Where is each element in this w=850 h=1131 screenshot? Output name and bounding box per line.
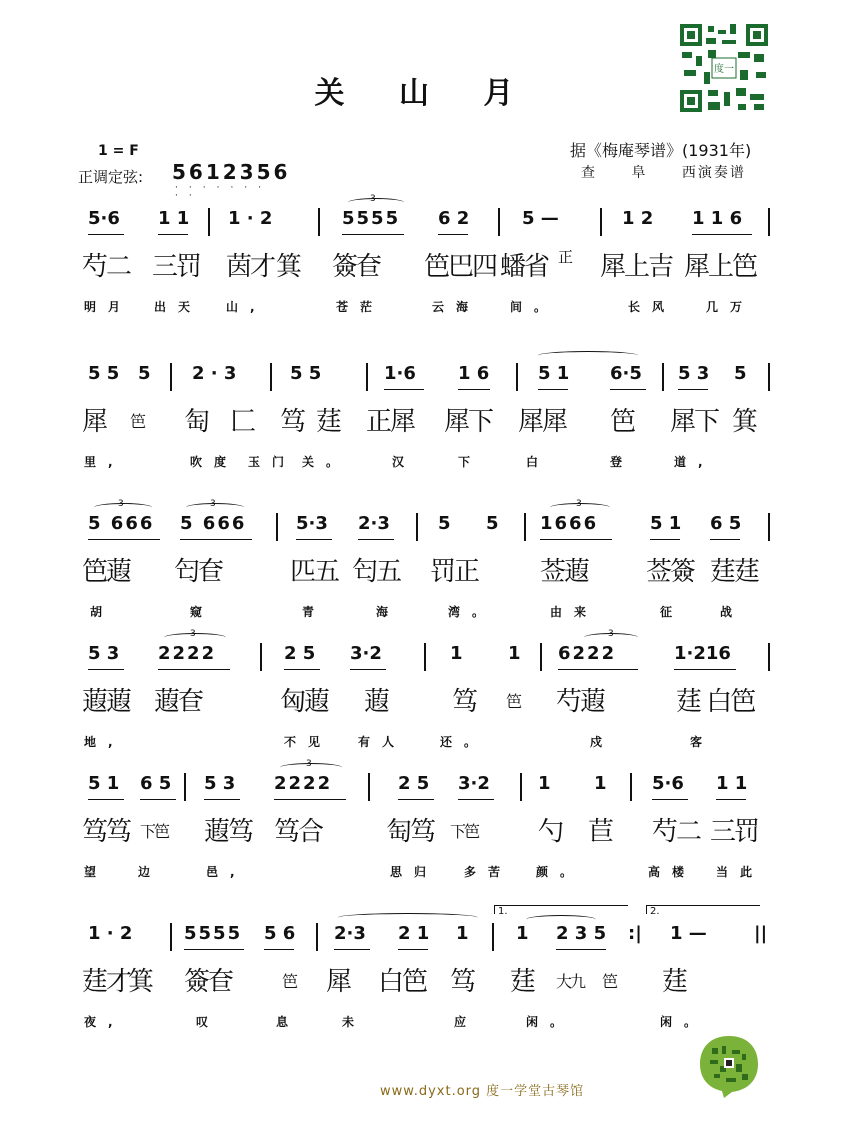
- note-group: 5: [438, 513, 451, 534]
- tab-char: 蟠省: [500, 252, 549, 282]
- lyric: 山,: [226, 300, 267, 314]
- note-group: 2222: [158, 643, 217, 664]
- tab-char: 笆: [610, 407, 635, 437]
- note-group: 3·2: [458, 773, 490, 794]
- beam: [88, 799, 124, 800]
- jianpu-row: [80, 499, 770, 545]
- tab-char: 茵才: [226, 252, 275, 282]
- beam: [540, 539, 612, 540]
- note-group: 2·3: [358, 513, 390, 534]
- note-group: 1·6: [384, 363, 416, 384]
- tab-char: 箕: [732, 407, 757, 437]
- lyric: 吹度: [190, 455, 239, 469]
- beam: [264, 949, 294, 950]
- tab-char: 莶蕸: [540, 557, 589, 587]
- lyric: 胡: [90, 605, 115, 619]
- note-group: 5 5: [88, 363, 120, 384]
- tab-char: 笃合: [274, 817, 323, 847]
- beam: [88, 234, 124, 235]
- tab-char: 笆巴四: [424, 252, 497, 282]
- jianpu-row: [80, 194, 770, 240]
- lyric: 海: [376, 605, 401, 619]
- barline: [768, 513, 770, 541]
- barline: [492, 923, 494, 951]
- tab-char: 正犀: [366, 407, 415, 437]
- beam: [538, 389, 568, 390]
- jianzipu-row: [80, 246, 770, 286]
- lyrics-row: [80, 453, 770, 473]
- tab-char: 下笆: [450, 822, 479, 841]
- beam: [398, 949, 428, 950]
- beam: [184, 949, 244, 950]
- note-group: 2 3 5: [556, 923, 607, 944]
- lyrics-row: [80, 863, 770, 883]
- note-group: 5 6: [264, 923, 296, 944]
- jianzipu-row: [80, 681, 770, 721]
- tab-char: 莶簽: [646, 557, 695, 587]
- beam: [678, 389, 708, 390]
- tab-char: 莛莛: [710, 557, 759, 587]
- note-group: 5 3: [678, 363, 710, 384]
- lyric: 望: [84, 865, 109, 879]
- lyric: 颜。: [536, 865, 585, 879]
- jianzipu-row: [80, 401, 770, 441]
- note-group: 3·2: [350, 643, 382, 664]
- tab-char: 勺: [538, 817, 563, 847]
- tuning-notes: 5612356: [172, 160, 291, 184]
- lyric: 邑,: [206, 865, 247, 879]
- note-group: 5 —: [522, 208, 559, 229]
- slur: [538, 351, 638, 360]
- beam: [650, 539, 680, 540]
- lyrics-row: [80, 298, 770, 318]
- barline: [662, 363, 664, 391]
- note-group: 1 · 2: [228, 208, 273, 229]
- lyric: 当此: [716, 865, 765, 879]
- lyrics-row: [80, 1013, 770, 1033]
- tab-char: 簽奆: [332, 252, 381, 282]
- lyric: 还。: [440, 735, 489, 749]
- jianzipu-row: [80, 811, 770, 851]
- beam: [140, 799, 176, 800]
- jianpu-row: [80, 363, 770, 395]
- tab-char: 笃: [280, 407, 305, 437]
- lyric: 间。: [510, 300, 559, 314]
- tab-char: 蕸: [364, 687, 389, 717]
- note-group: 1 2: [622, 208, 654, 229]
- page-title: 关 山 月: [314, 76, 536, 111]
- note-group: ||: [754, 923, 768, 944]
- lyric: 青: [302, 605, 327, 619]
- barline: [170, 923, 172, 951]
- beam: [716, 799, 746, 800]
- note-group: 2 · 3: [192, 363, 237, 384]
- note-group: 1: [456, 923, 469, 944]
- lyric: 明月: [84, 300, 133, 314]
- lyric: 汉: [392, 455, 417, 469]
- note-group: 5: [138, 363, 151, 384]
- tab-char: 三罚: [152, 252, 201, 282]
- barline: [524, 513, 526, 541]
- triplet-mark: 3: [370, 194, 376, 204]
- lyric: 玉门: [248, 455, 297, 469]
- beam: [438, 234, 468, 235]
- barline: [540, 643, 542, 671]
- beam: [710, 539, 740, 540]
- footer-website: www.dyxt.org 度一学堂古琴馆: [380, 1084, 585, 1099]
- key-signature: 1 = F: [98, 143, 139, 159]
- lyric: 出天: [154, 300, 203, 314]
- note-group: 6222: [558, 643, 617, 664]
- lyric: 息: [276, 1015, 301, 1029]
- score-system-6: [80, 905, 780, 1060]
- tab-char: 匈蕸: [280, 687, 329, 717]
- lyric: 苍茫: [336, 300, 385, 314]
- note-group: 2 5: [398, 773, 430, 794]
- lyric: 登: [610, 455, 635, 469]
- barline: [170, 363, 172, 391]
- note-group: 1 1: [158, 208, 190, 229]
- lyrics-row: [80, 733, 770, 753]
- lyric: 地,: [84, 735, 125, 749]
- beam: [284, 669, 320, 670]
- beam: [458, 389, 490, 390]
- tab-char: 犀上吉: [600, 252, 673, 282]
- note-group: 1 6: [458, 363, 490, 384]
- triplet-mark: 3: [576, 499, 582, 509]
- beam: [158, 234, 188, 235]
- tab-char: 莛: [510, 967, 535, 997]
- lyric: 夜,: [84, 1015, 125, 1029]
- lyric: 几万: [706, 300, 755, 314]
- slur: [348, 198, 404, 207]
- beam: [692, 234, 752, 235]
- tab-char: 苣: [588, 817, 613, 847]
- tab-char: 箕: [128, 967, 153, 997]
- lyric: 窥: [190, 605, 215, 619]
- barline: [416, 513, 418, 541]
- jianpu-row: [80, 923, 770, 955]
- triplet-mark: 3: [210, 499, 216, 509]
- tab-char: 蕸笃: [204, 817, 253, 847]
- lyric: 征: [660, 605, 685, 619]
- barline: [768, 643, 770, 671]
- barline: [424, 643, 426, 671]
- lyric: 有人: [358, 735, 407, 749]
- tab-char: 匄奆: [174, 557, 223, 587]
- beam: [88, 539, 160, 540]
- lyrics-row: [80, 603, 770, 623]
- lyric: 由来: [550, 605, 599, 619]
- barline: [600, 208, 602, 236]
- score-system-5: [80, 755, 780, 910]
- beam: [458, 799, 494, 800]
- beam: [384, 389, 424, 390]
- note-group: 5 1: [538, 363, 570, 384]
- beam: [652, 799, 688, 800]
- lyric: 高楼: [648, 865, 697, 879]
- barline: [630, 773, 632, 801]
- beam: [358, 539, 394, 540]
- tab-char: 下笆: [140, 822, 169, 841]
- tab-char: 笆: [282, 972, 297, 991]
- note-group: 2 5: [284, 643, 316, 664]
- note-group: 1: [516, 923, 529, 944]
- tab-char: 罚正: [430, 557, 479, 587]
- note-group: 1: [450, 643, 463, 664]
- lyric: 白: [526, 455, 551, 469]
- tab-char: 三罚: [710, 817, 759, 847]
- lyric: 叹: [196, 1015, 221, 1029]
- barline: [768, 363, 770, 391]
- tab-char: 犀下: [670, 407, 719, 437]
- note-group: 2222: [274, 773, 333, 794]
- note-group: 5 1: [650, 513, 682, 534]
- qr-code-bottom-icon: [698, 1034, 760, 1100]
- note-group: 5 666: [180, 513, 247, 534]
- tab-char: 匹五: [290, 557, 339, 587]
- svg-text:度一: 度一: [714, 64, 734, 75]
- beam: [88, 669, 124, 670]
- tab-char: 匚: [230, 407, 255, 437]
- ending-1-bracket: 1.: [494, 905, 628, 914]
- beam: [674, 669, 736, 670]
- jianzipu-row: [80, 551, 770, 591]
- tab-char: 莛: [662, 967, 687, 997]
- lyric: 道,: [674, 455, 715, 469]
- note-group: 1 · 2: [88, 923, 133, 944]
- barline: [260, 643, 262, 671]
- tab-char: 匋: [184, 407, 209, 437]
- note-group: 6 2: [438, 208, 470, 229]
- barline: [270, 363, 272, 391]
- tab-char: 蕸奆: [154, 687, 203, 717]
- barline: [318, 208, 320, 236]
- tab-char: 笃笃: [82, 817, 131, 847]
- triplet-mark: 3: [118, 499, 124, 509]
- note-group: 1: [508, 643, 521, 664]
- note-group: 6 5: [710, 513, 742, 534]
- tab-char: 大九: [556, 972, 585, 991]
- beam: [204, 799, 240, 800]
- tab-char: 笆蕸: [82, 557, 131, 587]
- barline: [276, 513, 278, 541]
- note-group: 5·6: [652, 773, 684, 794]
- note-group: 5555: [184, 923, 243, 944]
- note-group: 5555: [342, 208, 401, 229]
- barline: [520, 773, 522, 801]
- tab-char: 犀犀: [518, 407, 567, 437]
- lyric: 云海: [432, 300, 481, 314]
- tab-char: 芍二: [652, 817, 701, 847]
- tuning-label: 正调定弦:: [78, 168, 144, 186]
- beam: [296, 539, 332, 540]
- beam: [610, 389, 646, 390]
- barline: [316, 923, 318, 951]
- note-group: 5: [486, 513, 499, 534]
- performer-credit: 查 阜 西演奏谱: [581, 165, 746, 181]
- lyric: 边: [138, 865, 163, 879]
- note-group: 5 3: [88, 643, 120, 664]
- tab-char: 笃: [450, 967, 475, 997]
- note-group: 1 1 6: [692, 208, 743, 229]
- lyric: 里,: [84, 455, 125, 469]
- qr-code-top-icon: [678, 22, 770, 114]
- barline: [516, 363, 518, 391]
- lyric: 客: [690, 735, 715, 749]
- note-group: 5 666: [88, 513, 155, 534]
- tab-char: 笆: [506, 692, 521, 711]
- beam: [342, 234, 404, 235]
- tab-char: 笆: [130, 412, 145, 431]
- note-group: 5 5: [290, 363, 322, 384]
- tab-char: 白笆: [378, 967, 427, 997]
- barline: [208, 208, 210, 236]
- slur: [526, 915, 596, 924]
- barline: [366, 363, 368, 391]
- beam: [274, 799, 346, 800]
- beam: [398, 799, 434, 800]
- tab-char: 犀: [326, 967, 351, 997]
- note-group: 5: [734, 363, 747, 384]
- jianpu-row: [80, 629, 770, 675]
- triplet-mark: 3: [306, 759, 312, 769]
- note-group: 6 5: [140, 773, 172, 794]
- score-system-1: [80, 190, 780, 345]
- jianzipu-row: [80, 961, 770, 1001]
- lyric: 不见: [284, 735, 333, 749]
- lyric: 多苦: [464, 865, 513, 879]
- beam: [556, 949, 606, 950]
- barline: [498, 208, 500, 236]
- barline: [768, 208, 770, 236]
- note-group: 5 1: [88, 773, 120, 794]
- tab-char: 芍蕸: [556, 687, 605, 717]
- tuning-octave-dots: ······· ··: [175, 183, 273, 201]
- lyric: 未: [342, 1015, 367, 1029]
- tab-char: 犀: [82, 407, 107, 437]
- tab-char: 莛才: [82, 967, 131, 997]
- beam: [558, 669, 638, 670]
- barline: [184, 773, 186, 801]
- tab-char: 匋笃: [386, 817, 435, 847]
- jianpu-row: [80, 759, 770, 805]
- note-group: :|: [628, 923, 642, 944]
- note-group: 1666: [540, 513, 599, 534]
- lyric: 湾。: [448, 605, 497, 619]
- lyric: 下: [458, 455, 483, 469]
- lyric: 思归: [390, 865, 439, 879]
- lyric: 长风: [628, 300, 677, 314]
- barline: [368, 773, 370, 801]
- tab-char: 芍二: [82, 252, 131, 282]
- note-group: 5 3: [204, 773, 236, 794]
- source-citation: 据《梅庵琴谱》(1931年): [570, 141, 752, 160]
- tab-char: 莛 白笆: [676, 687, 755, 717]
- note-group: 1: [594, 773, 607, 794]
- tab-char: 笆: [602, 972, 617, 991]
- tab-char: 犀上笆: [684, 252, 757, 282]
- beam: [350, 669, 386, 670]
- beam: [158, 669, 230, 670]
- tab-char: 蕸蕸: [82, 687, 131, 717]
- slur: [338, 913, 478, 922]
- triplet-mark: 3: [190, 629, 196, 639]
- tab-char: 正: [558, 248, 572, 266]
- tab-char: 簽奆: [184, 967, 233, 997]
- score-system-2: [80, 345, 780, 500]
- note-group: 1 —: [670, 923, 707, 944]
- tab-char: 笃: [452, 687, 477, 717]
- lyric: 关。: [302, 455, 351, 469]
- triplet-mark: 3: [608, 629, 614, 639]
- lyric: 战: [720, 605, 745, 619]
- note-group: 2 1: [398, 923, 430, 944]
- lyric: 应: [454, 1015, 479, 1029]
- note-group: 1: [538, 773, 551, 794]
- beam: [334, 949, 370, 950]
- beam: [180, 539, 252, 540]
- tab-char: 犀下: [444, 407, 493, 437]
- note-group: 2·3: [334, 923, 366, 944]
- note-group: 5·3: [296, 513, 328, 534]
- tab-char: 箕: [276, 252, 301, 282]
- ending-2-bracket: 2.: [646, 905, 760, 914]
- note-group: 1 1: [716, 773, 748, 794]
- note-group: 6·5: [610, 363, 642, 384]
- note-group: 1·216: [674, 643, 731, 664]
- lyric: 闲。: [660, 1015, 709, 1029]
- lyric: 闲。: [526, 1015, 575, 1029]
- tab-char: 匄五: [352, 557, 401, 587]
- note-group: 5·6: [88, 208, 120, 229]
- lyric: 戍: [590, 735, 615, 749]
- tab-char: 莛: [316, 407, 341, 437]
